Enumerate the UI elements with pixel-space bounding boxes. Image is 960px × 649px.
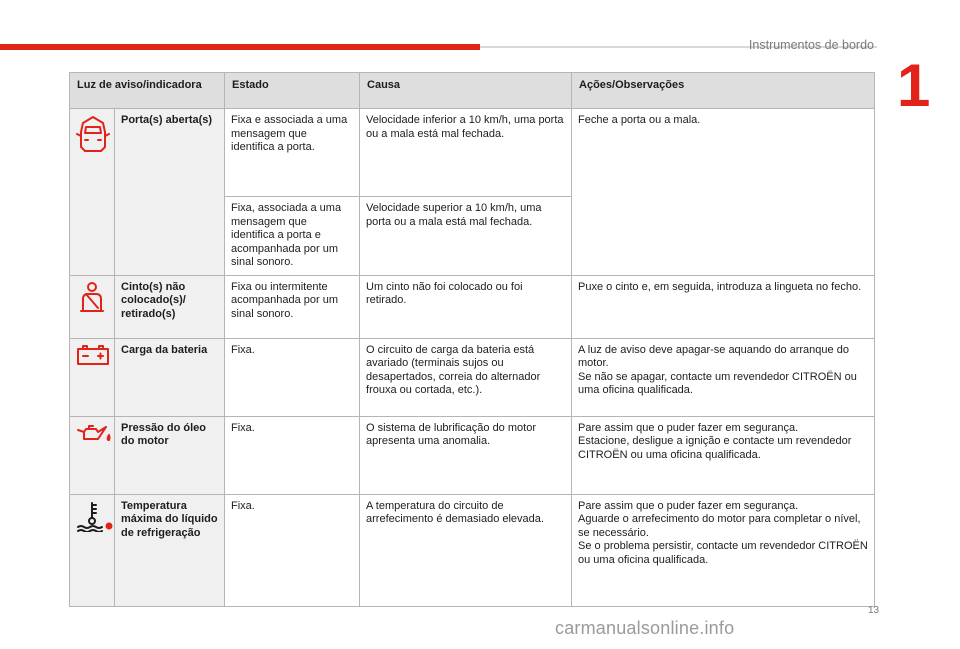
column-header-warning-light: Luz de aviso/indicadora — [70, 73, 225, 109]
action-cell: Pare assim que o puder fazer em segurança. Aguarde o arrefecimento do motor para completar o nível, se necessário. Se o problema persistir, contacte um revendedor CITROËN ou uma oficina qualificada. — [572, 494, 875, 606]
warning-lights-table — [69, 72, 875, 607]
table-header-row — [70, 73, 875, 109]
warning-name: Cinto(s) não colocado(s)/ retirado(s) — [115, 275, 225, 338]
warning-name: Temperatura máxima do líquido de refrigeração — [115, 494, 225, 606]
seatbelt-icon — [77, 281, 107, 315]
column-header-actions: Ações/Observações — [572, 73, 875, 109]
warning-name: Pressão do óleo do motor — [115, 416, 225, 494]
section-accent-bar — [0, 44, 480, 50]
column-header-cause: Causa — [360, 73, 572, 109]
state-cell: Fixa ou intermitente acompanhada por um sinal sonoro. — [225, 275, 360, 338]
cause-cell: Velocidade superior a 10 km/h, uma porta ou a mala está mal fechada. — [360, 197, 572, 276]
cause-cell: Velocidade inferior a 10 km/h, uma porta ou a mala está mal fechada. — [360, 109, 572, 197]
action-cell: Feche a porta ou a mala. — [572, 109, 875, 276]
action-cell: Puxe o cinto e, em seguida, introduza a lingueta no fecho. — [572, 275, 875, 338]
coolant-temperature-icon — [76, 500, 114, 532]
cause-cell: O circuito de carga da bateria está avariado (terminais sujos ou desapertados, correia do alternador frouxa ou cortada, etc.). — [360, 338, 572, 416]
action-cell: Pare assim que o puder fazer em segurança. Estacione, desligue a ignição e contacte um revendedor CITROËN ou uma oficina qualificada. — [572, 416, 875, 494]
icon-cell — [70, 494, 115, 606]
section-title: Instrumentos de bordo — [748, 38, 874, 52]
state-cell: Fixa e associada a uma mensagem que identifica a porta. — [225, 109, 360, 197]
table-row — [70, 416, 875, 494]
oil-can-icon — [76, 422, 112, 444]
icon-cell — [70, 275, 115, 338]
state-cell: Fixa, associada a uma mensagem que identifica a porta e acompanhada por um sinal sonoro. — [225, 197, 360, 276]
icon-cell — [70, 109, 115, 276]
cause-cell: O sistema de lubrificação do motor apresenta uma anomalia. — [360, 416, 572, 494]
state-cell: Fixa. — [225, 338, 360, 416]
state-cell: Fixa. — [225, 494, 360, 606]
state-cell: Fixa. — [225, 416, 360, 494]
battery-icon — [76, 344, 110, 366]
watermark-text: carmanualsonline.info — [555, 618, 735, 638]
action-cell: A luz de aviso deve apagar-se aquando do arranque do motor. Se não se apagar, contacte um revendedor CITROËN ou uma oficina qualificada. — [572, 338, 875, 416]
warning-name: Porta(s) aberta(s) — [115, 109, 225, 276]
column-header-state: Estado — [225, 73, 360, 109]
cause-cell: A temperatura do circuito de arrefecimento é demasiado elevada. — [360, 494, 572, 606]
table-row — [70, 109, 875, 197]
table-row — [70, 338, 875, 416]
warning-name: Carga da bateria — [115, 338, 225, 416]
door-open-icon — [76, 114, 110, 154]
cause-cell: Um cinto não foi colocado ou foi retirado. — [360, 275, 572, 338]
table-row — [70, 275, 875, 338]
table-row — [70, 494, 875, 606]
page-number: 13 — [868, 605, 880, 616]
chapter-number: 1 — [897, 52, 931, 119]
icon-cell — [70, 416, 115, 494]
icon-cell — [70, 338, 115, 416]
